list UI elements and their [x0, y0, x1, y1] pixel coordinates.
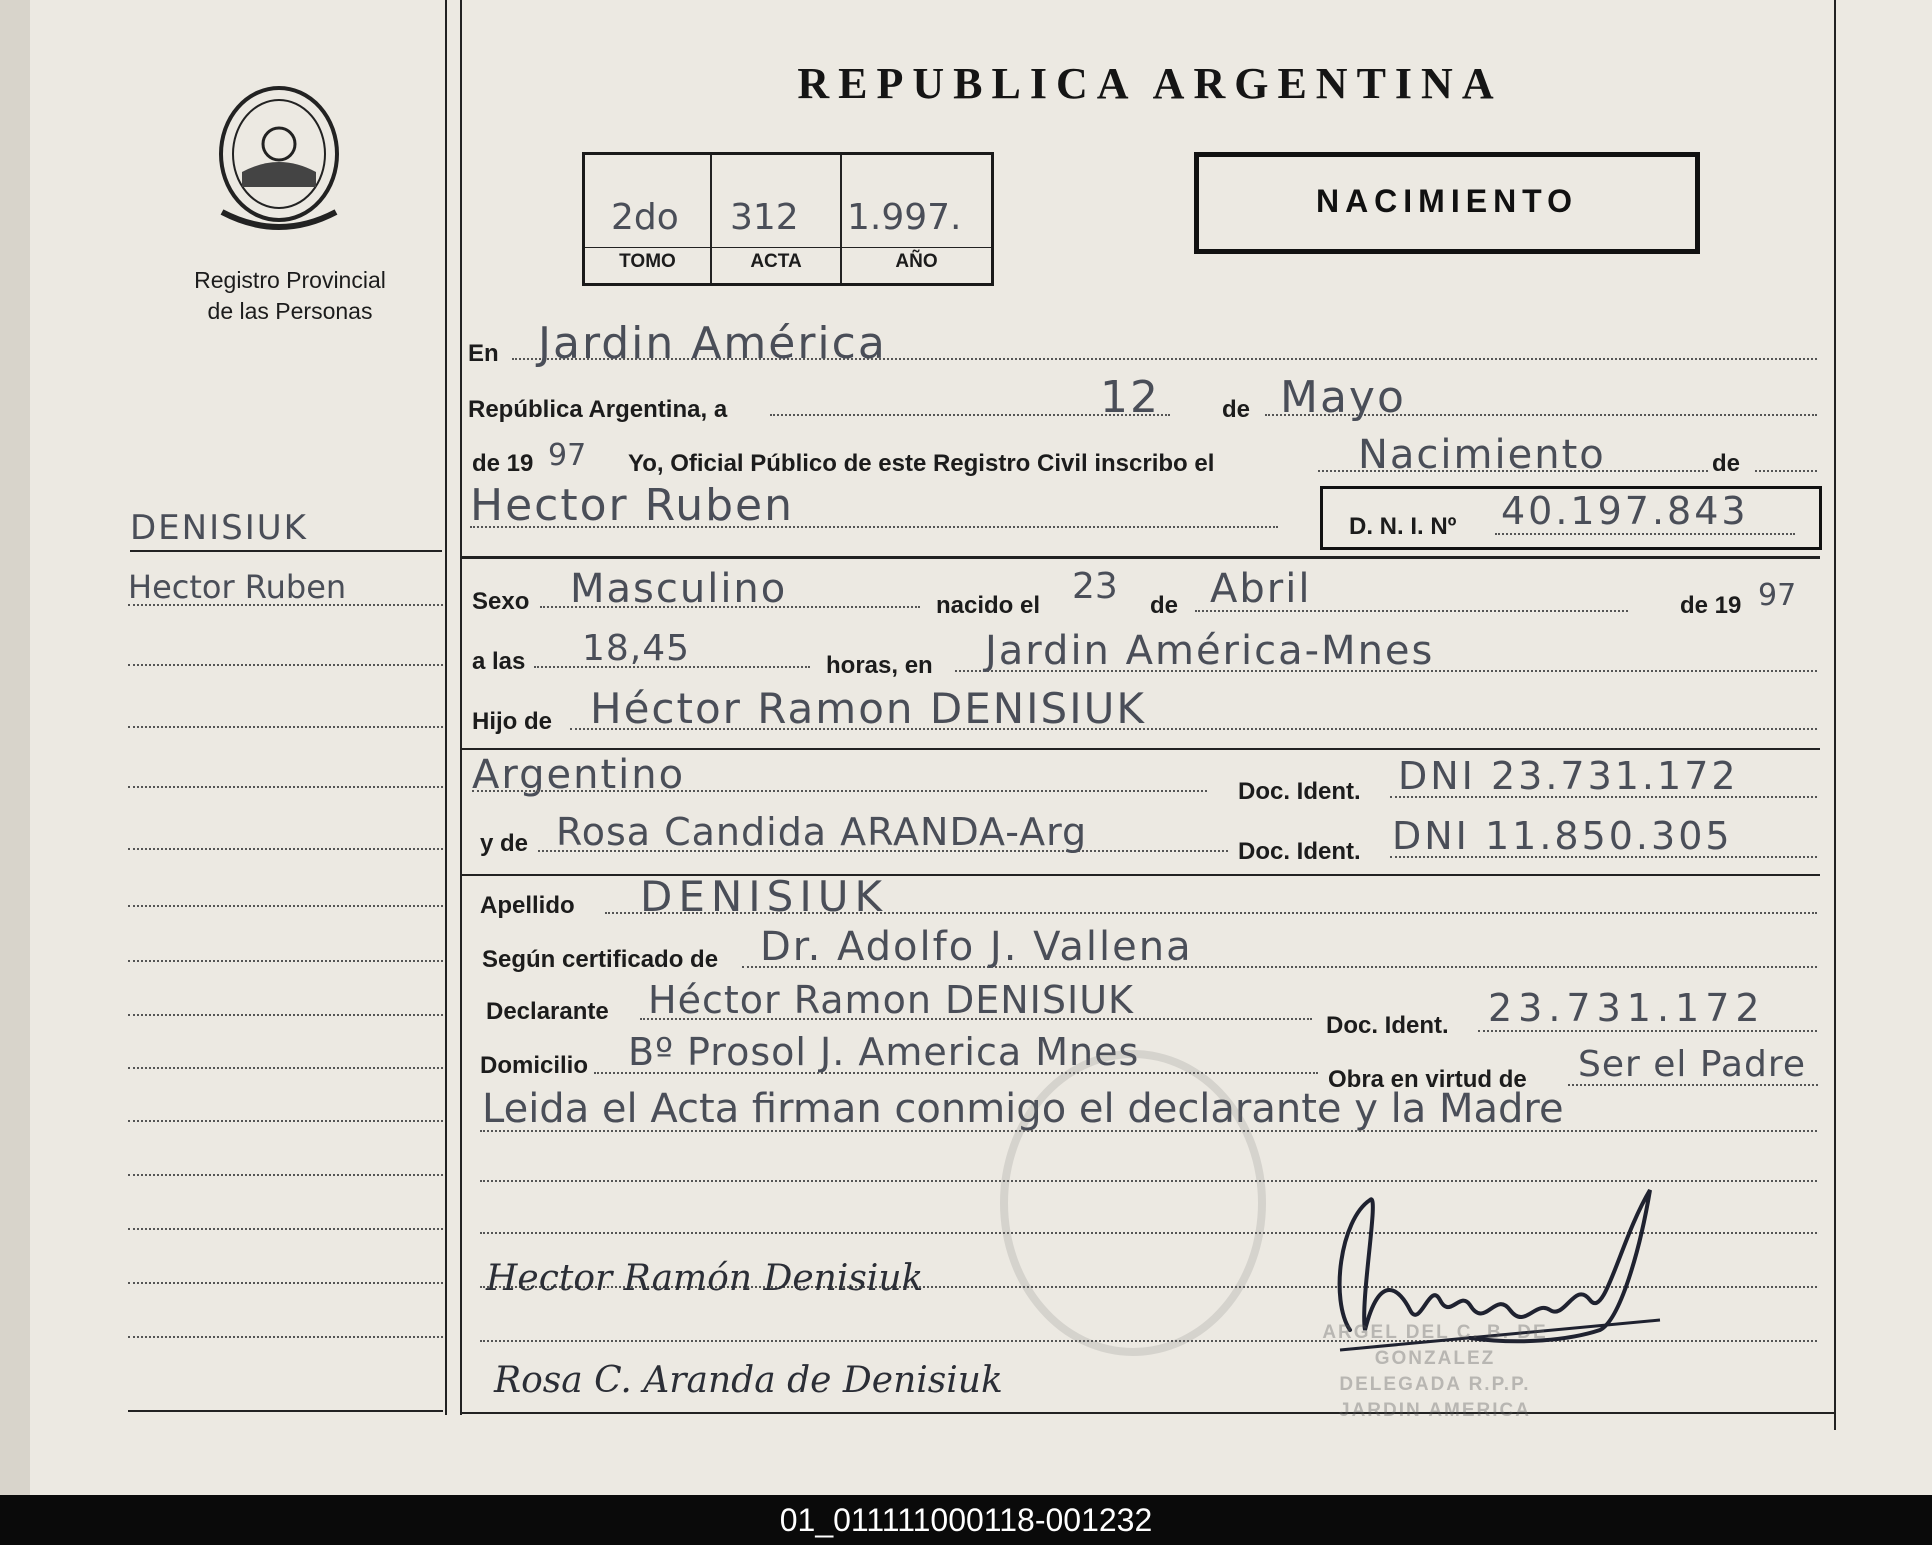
- official-stamp-icon: [1000, 1050, 1266, 1356]
- time-label: a las: [472, 648, 526, 675]
- delegation-stamp: [1270, 1320, 1600, 1424]
- father-nationality-rule: [472, 790, 1207, 792]
- delegation-stamp-line3: JARDIN AMERICA: [1339, 1400, 1531, 1421]
- birth-year-prefix-label: de 19: [1680, 592, 1742, 619]
- and-of-label: y de: [480, 830, 529, 857]
- registration-year-suffix: 97: [548, 438, 587, 473]
- margin-rule-1: [128, 604, 443, 606]
- father-doc-label: Doc. Ident.: [1238, 778, 1361, 805]
- date-intro-label: República Argentina, a: [468, 396, 728, 423]
- margin-rule-12: [128, 1228, 443, 1230]
- certificate-label: Según certificado de: [482, 946, 719, 973]
- acta-label: ACTA: [750, 251, 802, 272]
- margin-surname-rule: [130, 550, 442, 552]
- place-label: En: [468, 340, 499, 367]
- margin-rule-14: [128, 1336, 443, 1338]
- registry-name: [170, 265, 410, 327]
- sex-value: Masculino: [570, 566, 788, 612]
- declarant-name: Héctor Ramon DENISIUK: [648, 978, 1134, 1022]
- mother-name: Rosa Candida ARANDA-Arg: [556, 810, 1088, 854]
- margin-rule-bottom: [128, 1410, 443, 1412]
- event-connector-label: de: [1712, 450, 1741, 477]
- margin-surname: DENISIUK: [130, 508, 308, 548]
- place-value: Jardin América: [538, 318, 887, 369]
- record-box-rule: [585, 247, 991, 248]
- delegation-stamp-line1: ARGEL DEL C. B. DE GONZALEZ: [1322, 1322, 1548, 1369]
- dni-rule: [1495, 533, 1795, 535]
- mother-doc-value: DNI 11.850.305: [1392, 814, 1733, 858]
- birth-month-value: Abril: [1210, 566, 1312, 612]
- acts-by-virtue-value: Ser el Padre: [1578, 1044, 1806, 1085]
- declarant-label: Declarante: [486, 998, 609, 1025]
- left-column-divider-2: [460, 0, 462, 1415]
- binding-edge: [0, 0, 30, 1495]
- scan-identifier: 01_011111000118-001232: [0, 1495, 1932, 1545]
- record-reference-box: [582, 152, 994, 286]
- registry-name-line2: de las Personas: [207, 298, 373, 324]
- birth-day-value: 23: [1072, 566, 1118, 607]
- margin-rule-13: [128, 1282, 443, 1284]
- tomo-label: TOMO: [619, 251, 676, 272]
- registry-name-line1: Registro Provincial: [194, 267, 386, 293]
- month-connector-label: de: [1222, 396, 1251, 423]
- year-prefix-label: de 19: [472, 450, 534, 477]
- mother-doc-label: Doc. Ident.: [1238, 838, 1361, 865]
- margin-rule-2: [128, 664, 443, 666]
- acts-by-virtue-label: Obra en virtud de: [1328, 1066, 1527, 1093]
- margin-rule-8: [128, 1014, 443, 1016]
- child-of-label: Hijo de: [472, 708, 553, 735]
- dni-box: [1320, 486, 1822, 550]
- declarant-doc-rule: [1478, 1030, 1817, 1032]
- father-signature: Hector Ramón Denisiuk: [486, 1258, 924, 1299]
- day-value: 12: [1100, 372, 1160, 423]
- right-border: [1834, 0, 1836, 1430]
- time-value: 18,45: [582, 628, 691, 669]
- certificate-value: Dr. Adolfo J. Vallena: [760, 924, 1193, 970]
- birth-month-connector-label: de: [1150, 592, 1179, 619]
- margin-rule-10: [128, 1120, 443, 1122]
- provincial-seal-icon: [212, 82, 347, 232]
- mother-signature: Rosa C. Aranda de Denisiuk: [494, 1360, 1003, 1401]
- record-type-box: [1194, 152, 1700, 254]
- address-label: Domicilio: [480, 1052, 589, 1079]
- father-nationality: Argentino: [472, 752, 686, 798]
- delegation-stamp-line2: DELEGADA R.P.P.: [1339, 1374, 1531, 1395]
- declarant-doc-value: 23.731.172: [1488, 986, 1766, 1030]
- officer-statement-label: Yo, Oficial Público de este Registro Civil inscribo el: [628, 450, 1215, 477]
- child-given-names: Hector Ruben: [470, 480, 794, 531]
- event-connector-rule: [1755, 470, 1817, 472]
- margin-rule-7: [128, 960, 443, 962]
- acta-value: 312: [730, 197, 799, 238]
- tomo-value: 2do: [611, 197, 679, 238]
- address-value: Bº Prosol J. America Mnes: [628, 1030, 1140, 1074]
- event-value: Nacimiento: [1358, 432, 1606, 478]
- closing-statement: Leida el Acta firman conmigo el declarante y la Madre: [482, 1086, 1564, 1132]
- section-rule-1: [462, 556, 1820, 559]
- margin-rule-3: [128, 726, 443, 728]
- father-name: Héctor Ramon DENISIUK: [590, 684, 1146, 733]
- month-value: Mayo: [1280, 372, 1406, 423]
- bottom-rule: [462, 1412, 1834, 1414]
- margin-rule-11: [128, 1174, 443, 1176]
- record-type-label: NACIMIENTO: [1315, 183, 1579, 219]
- father-doc-value: DNI 23.731.172: [1398, 754, 1739, 798]
- section-rule-2: [462, 748, 1820, 750]
- surname-label: Apellido: [480, 892, 575, 919]
- ano-label: AÑO: [895, 251, 938, 272]
- surname-value: DENISIUK: [640, 872, 889, 921]
- ano-value: 1.997.: [847, 197, 962, 238]
- margin-rule-5: [128, 848, 443, 850]
- declarant-doc-label: Doc. Ident.: [1326, 1012, 1449, 1039]
- margin-rule-6: [128, 905, 443, 907]
- hours-in-label: horas, en: [826, 652, 933, 679]
- birth-year-suffix: 97: [1758, 578, 1797, 613]
- birthplace-value: Jardin América-Mnes: [985, 628, 1435, 674]
- dni-label: D. N. I. Nº: [1349, 513, 1457, 540]
- margin-rule-4: [128, 786, 443, 788]
- margin-rule-9: [128, 1067, 443, 1069]
- sex-label: Sexo: [472, 588, 530, 615]
- child-name-rule: [470, 526, 1278, 528]
- left-column-divider: [445, 0, 447, 1415]
- margin-given-names: Hector Ruben: [128, 568, 347, 606]
- dni-value: 40.197.843: [1501, 489, 1749, 533]
- born-label: nacido el: [936, 592, 1041, 619]
- country-title: REPUBLICA ARGENTINA: [797, 59, 1503, 108]
